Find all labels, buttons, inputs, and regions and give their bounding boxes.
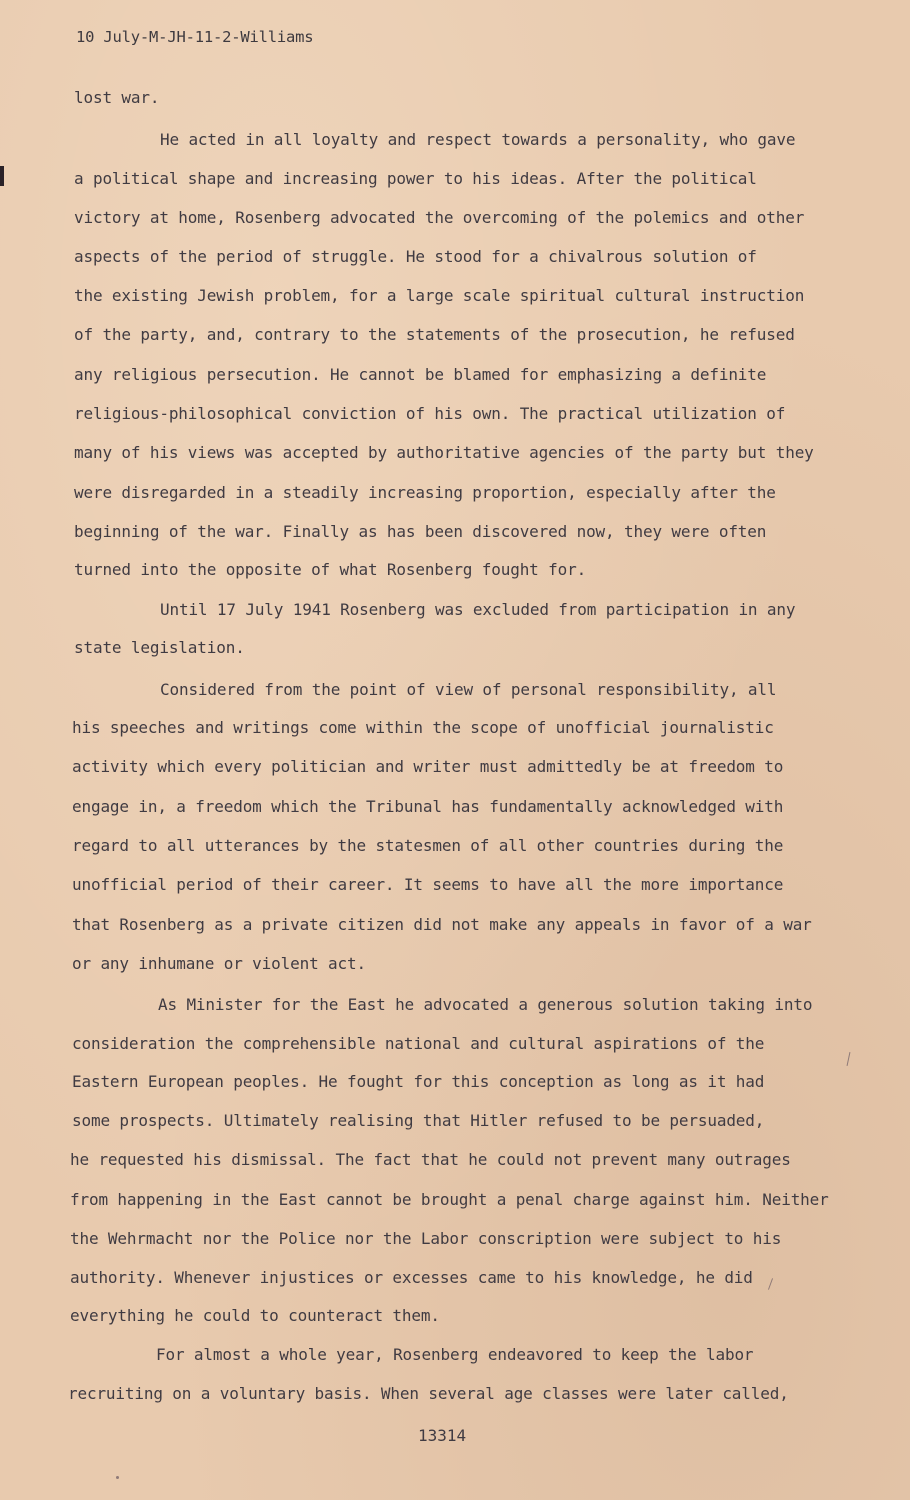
text-line: consideration the comprehensible national and cultural aspirations of the <box>72 1034 765 1053</box>
text-line: from happening in the East cannot be brought a penal charge against him. Neither <box>70 1190 829 1209</box>
text-line: lost war. <box>74 88 160 107</box>
text-line: victory at home, Rosenberg advocated the overcoming of the polemics and other <box>74 208 805 227</box>
text-line: unofficial period of their career. It seems to have all the more importance <box>72 875 784 894</box>
text-line: he requested his dismissal. The fact that he could not prevent many outrages <box>70 1150 791 1169</box>
margin-mark <box>116 1476 119 1479</box>
text-line: everything he could to counteract them. <box>70 1306 440 1325</box>
text-line: As Minister for the East he advocated a generous solution taking into <box>158 995 813 1014</box>
text-line: activity which every politician and writer must admittedly be at freedom to <box>72 757 784 776</box>
page-number: 13314 <box>418 1426 467 1445</box>
text-line: regard to all utterances by the statesmen of all other countries during the <box>72 836 784 855</box>
text-line: some prospects. Ultimately realising that Hitler refused to be persuaded, <box>72 1111 765 1130</box>
text-line: that Rosenberg as a private citizen did not make any appeals in favor of a war <box>72 915 812 934</box>
text-line: recruiting on a voluntary basis. When several age classes were later called, <box>68 1384 789 1403</box>
margin-mark <box>768 1278 773 1290</box>
text-line: his speeches and writings come within the scope of unofficial journalistic <box>72 718 774 737</box>
text-line: He acted in all loyalty and respect towards a personality, who gave <box>160 130 796 149</box>
page-header: 10 July-M-JH-11-2-Williams <box>76 28 314 46</box>
text-line: engage in, a freedom which the Tribunal has fundamentally acknowledged with <box>72 797 784 816</box>
text-line: Until 17 July 1941 Rosenberg was excluded from participation in any <box>160 600 796 619</box>
text-line: turned into the opposite of what Rosenberg fought for. <box>74 560 587 579</box>
text-line: of the party, and, contrary to the statements of the prosecution, he refused <box>74 325 795 344</box>
text-line: were disregarded in a steadily increasing proportion, especially after the <box>74 483 776 502</box>
text-line: Eastern European peoples. He fought for this conception as long as it had <box>72 1072 765 1091</box>
margin-mark <box>847 1052 851 1066</box>
text-line: the Wehrmacht nor the Police nor the Labor conscription were subject to his <box>70 1229 782 1248</box>
text-line: a political shape and increasing power to his ideas. After the political <box>74 169 757 188</box>
text-line: any religious persecution. He cannot be blamed for emphasizing a definite <box>74 365 767 384</box>
text-line: many of his views was accepted by authoritative agencies of the party but they <box>74 443 814 462</box>
text-line: For almost a whole year, Rosenberg endeavored to keep the labor <box>156 1345 754 1364</box>
text-line: aspects of the period of struggle. He stood for a chivalrous solution of <box>74 247 757 266</box>
text-line: or any inhumane or violent act. <box>72 954 366 973</box>
text-line: beginning of the war. Finally as has been discovered now, they were often <box>74 522 767 541</box>
text-line: the existing Jewish problem, for a large scale spiritual cultural instruction <box>74 286 805 305</box>
text-line: religious-philosophical conviction of his own. The practical utilization of <box>74 404 786 423</box>
text-line: authority. Whenever injustices or excesses came to his knowledge, he did <box>70 1268 753 1287</box>
text-line: Considered from the point of view of personal responsibility, all <box>160 680 777 699</box>
binding-mark <box>0 166 4 186</box>
text-line: state legislation. <box>74 638 245 657</box>
